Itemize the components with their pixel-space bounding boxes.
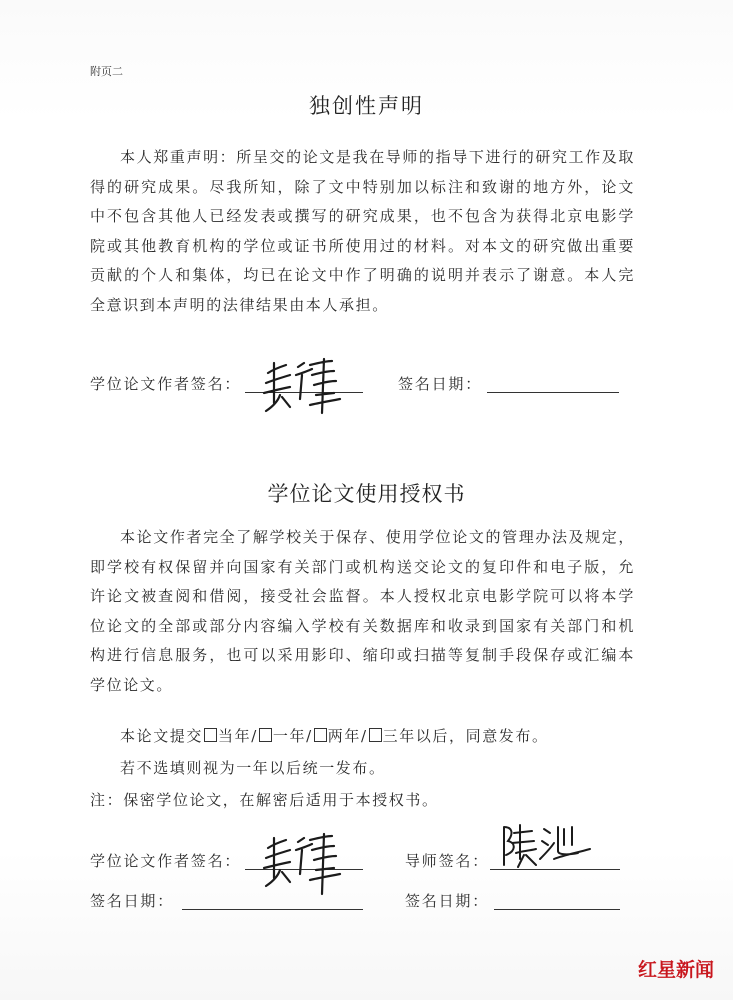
release-separator: / — [251, 727, 258, 745]
author-date-line-2 — [182, 909, 363, 910]
default-note: 若不选填则视为一年以后统一发布。 — [120, 759, 386, 777]
originality-title: 独创性声明 — [309, 94, 424, 118]
date-line-1 — [487, 392, 619, 393]
authorization-body: 本论文作者完全了解学校关于保存、使用学位论文的管理办法及规定，即学校有权保留并向国家有关部门或机构送交论文的复印件和电子版，允许论文被查阅和借阅，接受社会监督。本人授权北京电影学院可以将本学位论文的全部或部分内容编入学校有关数据库和收录到国家有关部门和机构进行信息服务，也可以采用影印、缩印或扫描等复制手段保存或汇编本学位论文。 — [90, 528, 635, 694]
author-signature-2 — [252, 820, 372, 900]
advisor-sign-label: 导师签名： — [405, 852, 490, 870]
author-date-label-2: 签名日期： — [90, 892, 175, 910]
release-separator: / — [306, 727, 313, 745]
appendix-tag: 附页二 — [90, 65, 123, 78]
author-sign-label-1: 学位论文作者签名： — [90, 375, 242, 393]
advisor-signature — [498, 815, 608, 875]
advisor-date-line — [494, 909, 620, 910]
author-sign-label-2: 学位论文作者签名： — [90, 852, 242, 870]
release-line — [120, 725, 549, 746]
brand-watermark-logo: 红星新闻 — [638, 959, 715, 981]
originality-body: 本人郑重声明：所呈交的论文是我在导师的指导下进行的研究工作及取得的研究成果。尽我所知，除了文中特别加以标注和致谢的地方外，论文中不包含其他人已经发表或撰写的研究成果，也不包含为获得北京电影学院或其他教育机构的学位或证书所使用过的材料。对本文的研究做出重要贡献的个人和集体，均已在论文中作了明确的说明并表示了谢意。本人完全意识到本声明的法律结果由本人承担。 — [90, 148, 635, 314]
release-option-checkbox[interactable] — [259, 728, 272, 742]
confidential-note: 注：保密学位论文，在解密后适用于本授权书。 — [90, 791, 439, 809]
release-prefix: 本论文提交 — [120, 727, 204, 745]
authorization-title: 学位论文使用授权书 — [267, 482, 466, 506]
advisor-date-label: 签名日期： — [405, 892, 490, 910]
release-option-checkbox[interactable] — [314, 728, 327, 742]
release-option-label: 一年 — [272, 727, 307, 745]
date-label-1: 签名日期： — [398, 375, 483, 393]
author-signature-1 — [252, 345, 372, 425]
release-option-label: 三年以后，同意发布。 — [382, 727, 549, 745]
release-separator: / — [360, 727, 368, 745]
release-option-label: 当年 — [218, 727, 252, 745]
release-option-checkbox[interactable] — [204, 728, 217, 742]
release-option-label: 两年 — [327, 727, 361, 745]
release-option-checkbox[interactable] — [369, 728, 382, 742]
